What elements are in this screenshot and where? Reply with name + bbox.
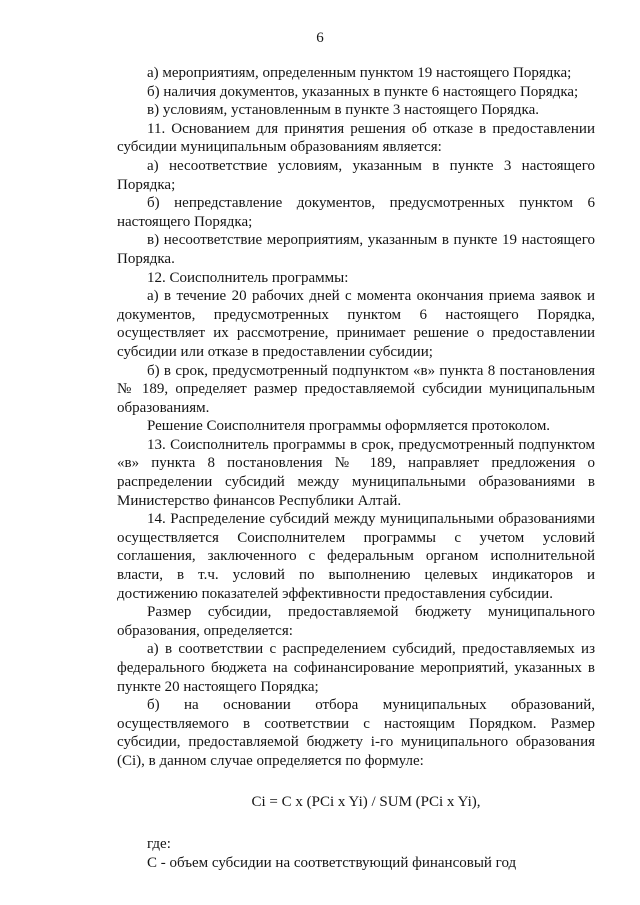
definition-c: С - объем субсидии на соответствующий финансовый год	[147, 854, 517, 871]
paragraph: 13. Соисполнитель программы в срок, предусмотренный подпунктом «в» пункта 8 постановления № 189, направляет предложения о распределении субсидий между муниципальными образованиями в Министерство финансов Республики Алтай.	[117, 436, 595, 509]
where-label: где:	[147, 836, 171, 853]
paragraph: а) в течение 20 рабочих дней с момента окончания приема заявок и документов, предусмотренных пунктом 6 настоящего Порядка, осуществляет их рассмотрение, принимает решение о предоставлении субсидии или отказе в предоставлении субсидии;	[117, 288, 595, 360]
paragraph: б) наличия документов, указанных в пункте 6 настоящего Порядка;	[147, 83, 579, 100]
paragraph: б) непредставление документов, предусмотренных пунктом 6 настоящего Порядка;	[117, 195, 595, 230]
paragraph: 14. Распределение субсидий между муниципальными образованиями осуществляется Соисполнителем программы с учетом условий соглашения, заключенного с федеральным органом исполнительной власти, в т.ч. условий по выполнению целевых индикаторов и достижению показателей эффективности предоставления субсидии.	[117, 511, 595, 602]
paragraph: в) несоответствие мероприятиям, указанным в пункте 19 настоящего Порядка.	[117, 232, 595, 267]
paragraph: б) на основании отбора муниципальных образований, осуществляемого в соответствии с настоящим Порядком. Размер субсидии, предоставляемой бюджету i-го муниципального образования (Ci), в данном случае определяется по формуле:	[117, 697, 595, 769]
paragraph: в) условиям, установленным в пункте 3 настоящего Порядка.	[147, 102, 540, 119]
paragraph: 11. Основанием для принятия решения об отказе в предоставлении субсидии муниципальным образованиям является:	[117, 120, 595, 156]
formula: Ci = C x (PCi x Yi) / SUM (PCi x Yi),	[251, 793, 481, 810]
paragraph: а) в соответствии с распределением субсидий, предоставляемых из федерального бюджета на софинансирование мероприятий, указанных в пункте 20 настоящего Порядка;	[117, 641, 595, 695]
page-number: 6	[316, 30, 324, 46]
paragraph: б) в срок, предусмотренный подпунктом «в» пункта 8 постановления № 189, определяет размер предоставляемой субсидии муниципальным образованиям.	[117, 362, 595, 416]
paragraph: а) мероприятиям, определенным пунктом 19 настоящего Порядка;	[147, 65, 572, 81]
paragraph: 12. Соисполнитель программы:	[147, 269, 349, 286]
document-body	[117, 64, 595, 872]
paragraph: Размер субсидии, предоставляемой бюджету муниципального образования, определяется:	[117, 604, 595, 639]
paragraph: Решение Соисполнителя программы оформляется протоколом.	[147, 418, 551, 435]
paragraph: а) несоответствие условиям, указанным в пункте 3 настоящего Порядка;	[117, 157, 595, 193]
